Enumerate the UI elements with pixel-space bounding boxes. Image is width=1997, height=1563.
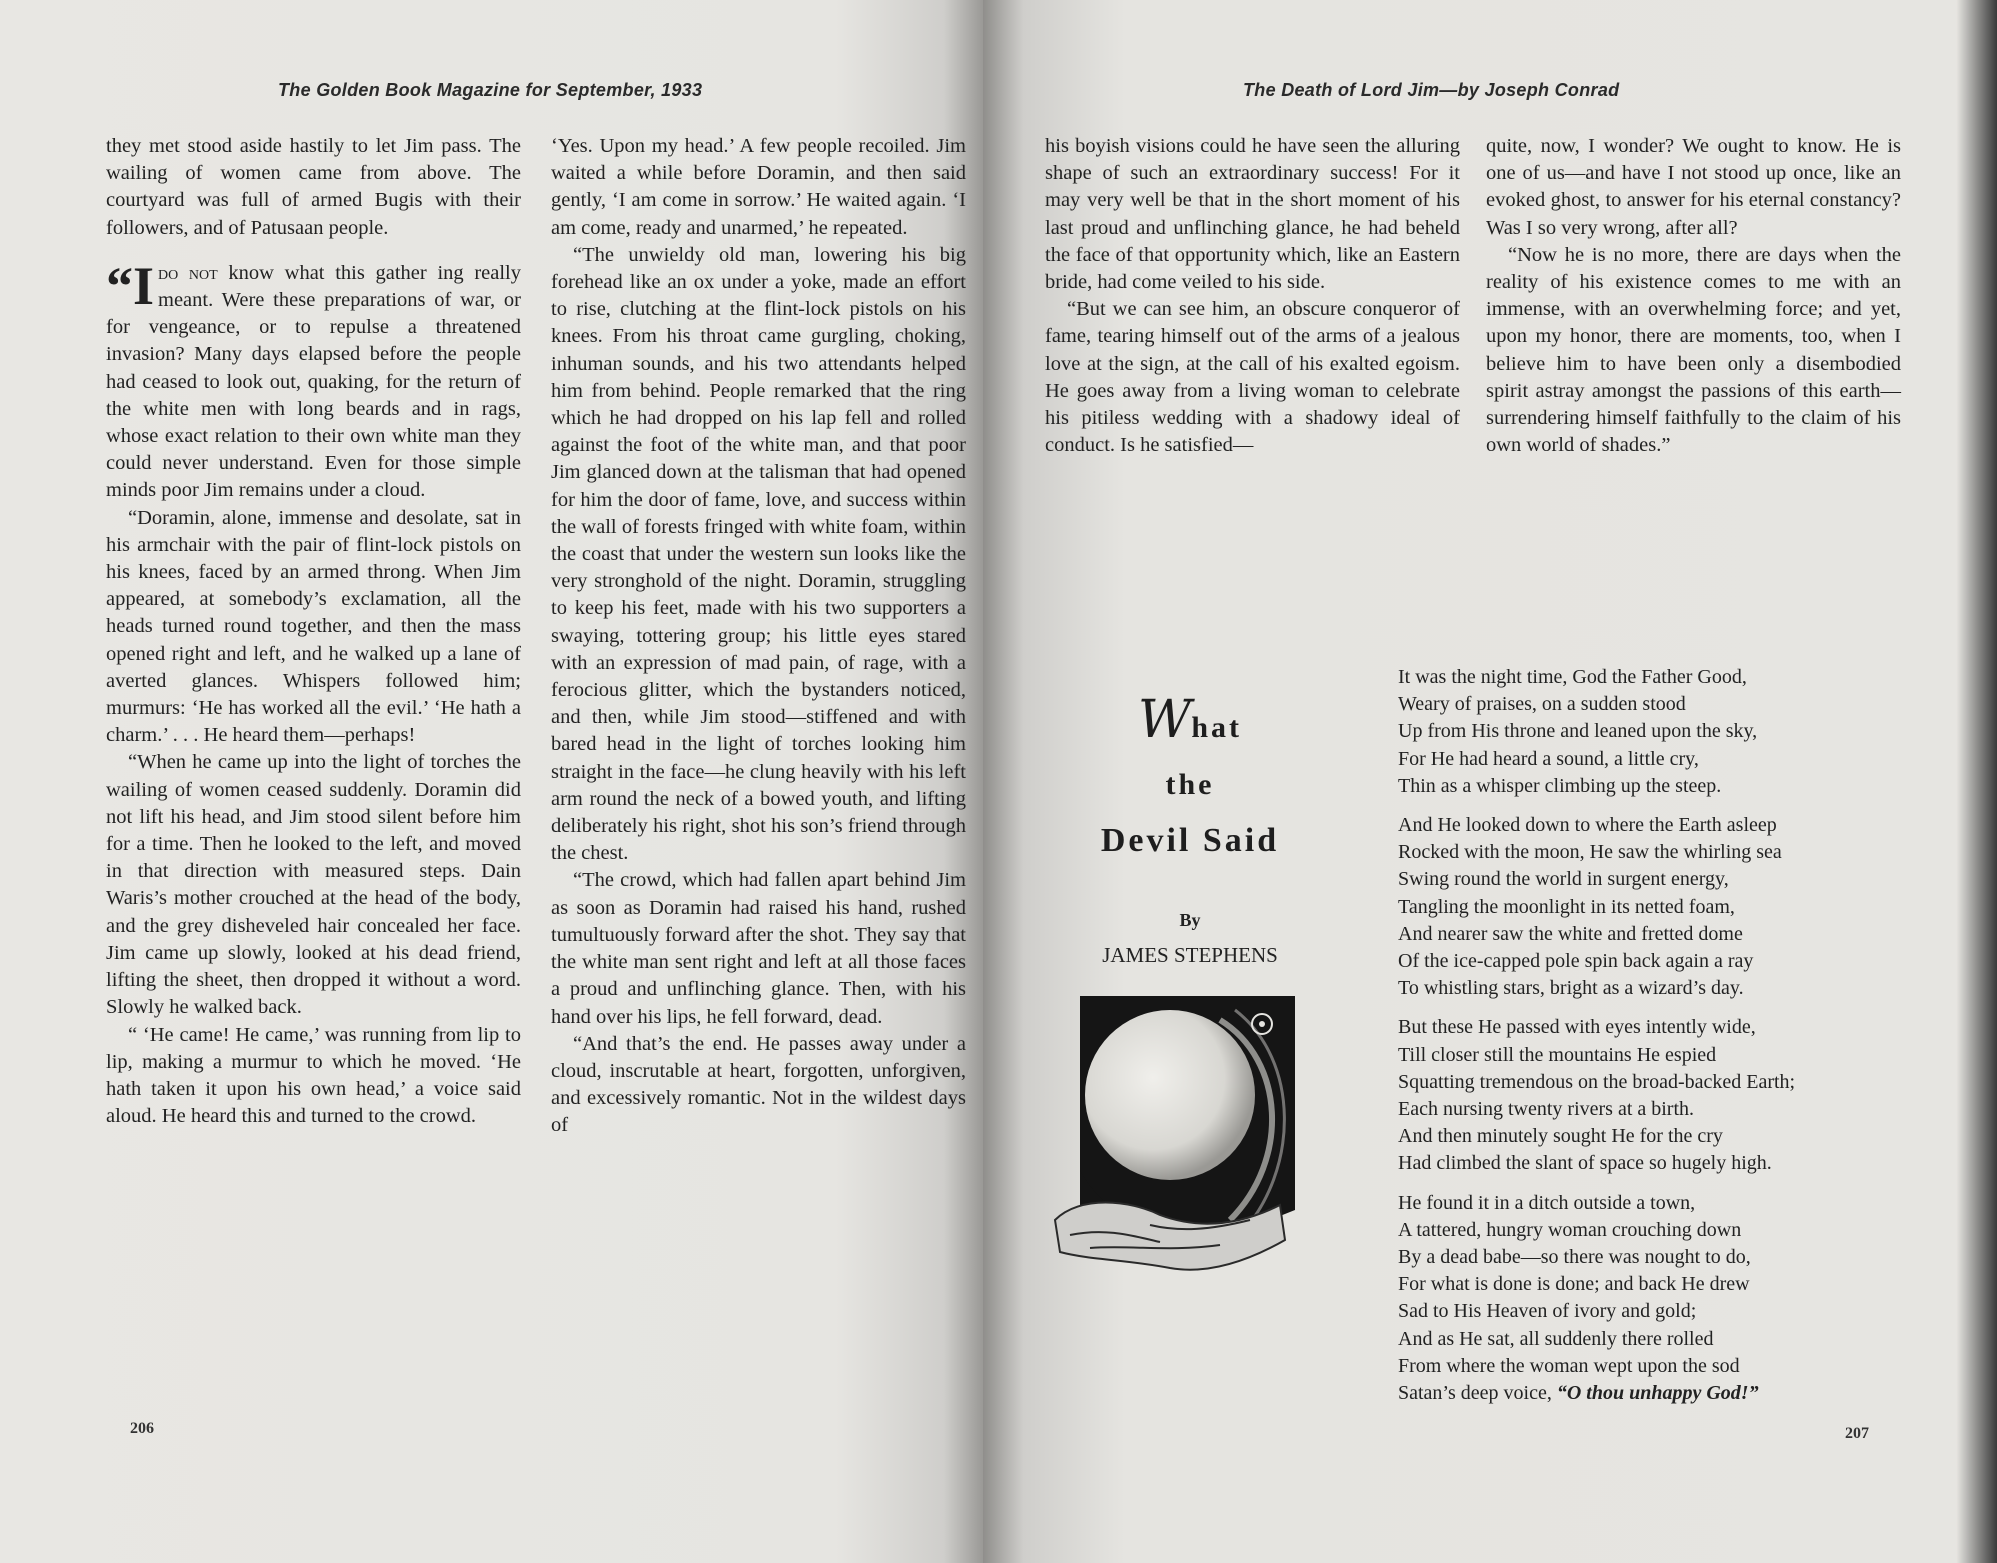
poem-line: Squatting tremendous on the broad-backed Earth; — [1398, 1070, 1796, 1093]
poem-title-line-2: the — [1165, 768, 1215, 801]
poem-line: Thin as a whisper climbing up the steep. — [1398, 774, 1722, 797]
right-page-column-2 — [1486, 133, 1901, 459]
poem-line: Till closer still the mountains He espied — [1398, 1043, 1717, 1066]
poem-line: He found it in a ditch outside a town, — [1398, 1191, 1696, 1214]
paragraph: ‘Yes. Upon my head.’ A few people recoiled. Jim waited a while before Doramin, and then said gently, ‘I am come in sorrow.’ He waited again. ‘I am come, ready and unarmed,’ he repeated. — [551, 135, 966, 239]
poem-line: Of the ice-capped pole spin back again a ray — [1398, 950, 1754, 973]
left-page-column-1 — [106, 133, 521, 1130]
stanza-4 — [1398, 1190, 1903, 1408]
paragraph-continued: ing really meant. Were these preparations of war, or for vengeance, or to repulse a threatened invasion? Many days elapsed before the people had ceased to look out, quaking, for the return of the white men with long beards and in rags, whose exact relation to their own white man they could never understand. Even for those simple minds poor Jim remains under a cloud. — [106, 261, 521, 502]
paragraph: “And that’s the end. He passes away under a cloud, inscrutable at heart, forgotten, unforgiven, and excessively romantic. Not in the wildest days of — [551, 1032, 966, 1137]
poem-line: And then minutely sought He for the cry — [1398, 1125, 1723, 1148]
paragraph: “ ‘He came! He came,’ was running from lip to lip, making a murmur to which he moved. ‘He hath taken it upon his own head,’ a voice said aloud. He heard this and turned to the crowd. — [106, 1023, 521, 1128]
poem-line: For what is done is done; and back He drew — [1398, 1273, 1750, 1296]
paragraph: “When he came up into the light of torches the wailing of women ceased suddenly. Doramin did not lift his head, and Jim stood silent before him for a time. Then he looked to the left, and moved in that direction with measured steps. Dain Waris’s mother crouched at the head of the body, and the grey disheveled hair concealed her face. Jim came up slowly, looked at his dead friend, lifting the sheet, then dropped it without a word. Slowly he walked back. — [106, 751, 521, 1019]
poem-line: And He looked down to where the Earth asleep — [1398, 814, 1777, 837]
paragraph: “Doramin, alone, immense and desolate, sat in his armchair with the pair of flint-lock pistols on his knees, faced by an armed throng. When Jim appeared, at somebody’s exclamation, all the heads turned round together, and then the mass opened right and left, and he walked up a lane of averted glances. Whispers followed him; murmurs: ‘He has worked all the evil.’ ‘He hath a charm.’ . . . He heard them—perhaps! — [106, 506, 521, 747]
poem-line: Each nursing twenty rivers at a birth. — [1398, 1098, 1695, 1121]
dropcap-lead-rest: know what this gather — [217, 261, 427, 284]
dropcap-letter: “I — [106, 255, 155, 316]
poem-line: And nearer saw the white and fretted dome — [1398, 922, 1743, 945]
left-page-column-2 — [551, 133, 966, 1140]
poem-last-line — [1398, 1380, 1903, 1407]
page-number-left: 206 — [130, 1420, 154, 1437]
poem-line: By a dead babe—so there was nought to do, — [1398, 1246, 1751, 1269]
poem-line: And as He sat, all suddenly there rolled — [1398, 1327, 1714, 1350]
stanza-2 — [1398, 812, 1903, 1002]
right-page-column-1 — [1045, 133, 1460, 459]
paragraph: “The crowd, which had fallen apart behind Jim as soon as Doramin had raised his hand, rushed tumultuously forward after the shot. They say that the white man sent right and left at all those faces a proud and unflinching glance. Then, with his hand over his lips, he fell forward, dead. — [551, 869, 966, 1028]
poem-line: Rocked with the moon, He saw the whirling sea — [1398, 841, 1782, 864]
poem-line: Weary of praises, on a sudden stood — [1398, 693, 1686, 716]
poem-line: Swing round the world in surgent energy, — [1398, 868, 1729, 891]
poem-line: Sad to His Heaven of ivory and gold; — [1398, 1300, 1697, 1323]
poem-last-line-quote: “O thou unhappy God!” — [1556, 1382, 1759, 1405]
stanza-1 — [1398, 664, 1903, 800]
poem-title-word-rest: hat — [1191, 711, 1243, 744]
poem-body — [1398, 664, 1903, 1419]
poem-line: Had climbed the slant of space so hugely high. — [1398, 1152, 1772, 1175]
moon-illustration — [1050, 990, 1300, 1280]
paragraph: “But we can see him, an obscure conqueror of fame, tearing himself out of the arms of a jealous love at the sign, at the call of his exalted egoism. He goes away from a living woman to celebrate his pitiless wedding with a shadowy ideal of conduct. Is he satisfied— — [1045, 298, 1460, 457]
poem-line: Up from His throne and leaned upon the sky, — [1398, 720, 1758, 743]
poem-last-line-prefix: Satan’s deep voice, — [1398, 1382, 1557, 1405]
paragraph: “The unwieldy old man, lowering his big forehead like an ox under a yoke, made an effort to rise, clutching at the flint-lock pistols on his knees. From his throat came gurgling, choking, inhuman sounds, and his two attendants helped him from behind. People remarked that the ring which he had dropped on his lap fell and rolled against the foot of the white man, and that poor Jim glanced down at the talisman that had opened for him the door of fame, love, and success within the wall of forests fringed with white foam, within the coast that under the western sun looks like the very stronghold of the night. Doramin, struggling to keep his feet, made with his two supporters a swaying, tottering group; his little eyes stared with an expression of mad pain, of rage, with a ferocious glitter, which the bystanders noticed, and then, while Jim stood—stiffened and with bared head in the light of torches looking him straight in the face—he clung heavily with his left arm round the neck of a bowed youth, and lifting deliberately his right, shot his son’s friend through the chest. — [551, 243, 966, 865]
poem-line: Tangling the moonlight in its netted foam, — [1398, 895, 1735, 918]
byline-by: By — [1179, 910, 1201, 930]
paragraph: they met stood aside hastily to let Jim pass. The wailing of women came from above. The courtyard was full of armed Bugis with their followers, and of Patusaan people. — [106, 135, 521, 239]
poem-line: It was the night time, God the Father Good, — [1398, 666, 1747, 688]
byline-author: JAMES STEPHENS — [1102, 943, 1278, 967]
stanza-3 — [1398, 1014, 1903, 1177]
poem-line: But these He passed with eyes intently wide, — [1398, 1016, 1756, 1039]
paragraph: quite, now, I wonder? We ought to know. He is one of us—and have I not stood up once, like an evoked ghost, to answer for his eternal constancy? Was I so very wrong, after all? — [1486, 135, 1901, 239]
poem-line: For He had heard a sound, a little cry, — [1398, 747, 1699, 770]
poem-title-line-1: What — [1137, 690, 1243, 750]
poem-line: To whistling stars, bright as a wizard’s day. — [1398, 977, 1744, 1000]
paragraph: his boyish visions could he have seen the alluring shape of such an extraordinary success! For it may very well be that in the short moment of his last proud and unflinching glance, he had beheld the face of that opportunity which, like an Eastern bride, had come veiled to his side. — [1045, 135, 1460, 294]
dropcap-paragraph — [106, 255, 521, 505]
running-head-left: The Golden Book Magazine for September, 1933 — [278, 80, 703, 100]
poem-title-line-3: Devil Said — [1100, 822, 1280, 859]
left-page — [0, 0, 983, 1563]
running-head-right: The Death of Lord Jim—by Joseph Conrad — [1243, 80, 1620, 100]
smallcaps-lead: do not — [158, 261, 218, 284]
paragraph: “Now he is no more, there are days when the reality of his existence comes to me with an immense, with an overwhelming force; and yet, upon my honor, there are moments, too, when I believe him to have been only a disembodied spirit astray amongst the passions of this earth—surrendering himself faithfully to the claim of his own world of shades.” — [1486, 243, 1901, 457]
poem-line: From where the woman wept upon the sod — [1398, 1354, 1740, 1377]
poem-line: A tattered, hungry woman crouching down — [1398, 1218, 1742, 1241]
page-number-right: 207 — [1845, 1425, 1869, 1442]
